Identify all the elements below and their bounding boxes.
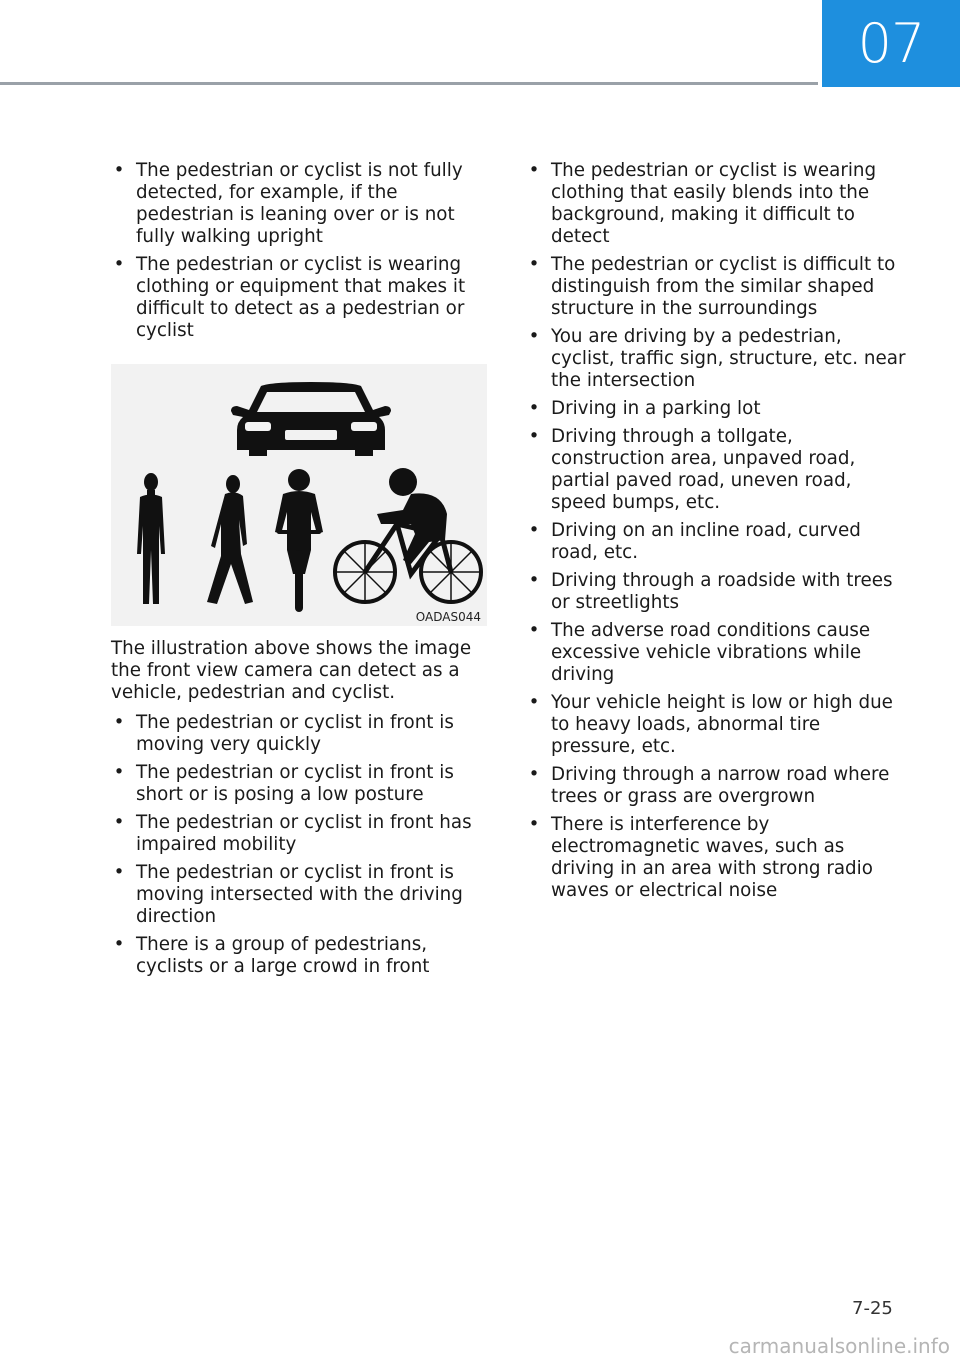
list-item: • Driving on an incline road, curved road, etc. (528, 520, 861, 563)
list-item: • The adverse road conditions cause excessive vehicle vibrations while driving (528, 620, 871, 685)
illustration-caption: The illustration above shows the image the front view camera can detect as a vehicle, pedestrian and cyclist. (111, 638, 472, 703)
bullet-icon: • (113, 712, 125, 733)
list-item: • The pedestrian or cyclist in front has impaired mobility (113, 812, 472, 855)
bullet-icon: • (528, 520, 540, 541)
list-item: • The pedestrian or cyclist in front is moving very quickly (113, 712, 454, 755)
pedestrian-walking-icon (207, 475, 253, 604)
bullet-icon: • (528, 160, 540, 181)
cyclist-front-icon (275, 469, 323, 612)
list-item: • The pedestrian or cyclist is difficult to distinguish from the similar shaped structure in the surroundings (528, 254, 896, 319)
bullet-icon: • (528, 570, 540, 591)
left-bullet-list-bottom (111, 712, 491, 978)
bullet-icon: • (113, 934, 125, 955)
list-item: • Your vehicle height is low or high due to heavy loads, abnormal tire pressure, etc. (528, 692, 893, 757)
bullet-icon: • (113, 160, 125, 181)
bullet-icon: • (528, 398, 540, 419)
right-column (526, 160, 906, 908)
bullet-icon: • (528, 764, 540, 785)
bullet-icon: • (113, 812, 125, 833)
header-rule (0, 82, 818, 85)
chapter-number: 07 (857, 12, 925, 75)
bullet-icon: • (113, 762, 125, 783)
list-item: • There is interference by electromagnetic waves, such as driving in an area with strong radio waves or electrical noise (528, 814, 873, 901)
bullet-icon: • (528, 254, 540, 275)
bullet-icon: • (528, 620, 540, 641)
list-item: • The pedestrian or cyclist in front is moving intersected with the driving direction (113, 862, 463, 927)
left-bullet-list-top (111, 160, 491, 342)
bullet-icon: • (113, 254, 125, 275)
list-item: • There is a group of pedestrians, cyclists or a large crowd in front (113, 934, 430, 977)
bullet-icon: • (528, 814, 540, 835)
list-item: • You are driving by a pedestrian, cyclist, traffic sign, structure, etc. near the intersection (528, 326, 906, 391)
detection-illustration (111, 364, 487, 626)
list-item: • The pedestrian or cyclist is wearing clothing or equipment that makes it difficult to detect as a pedestrian or cyclist (113, 254, 466, 341)
watermark[interactable]: carmanualsonline.info (728, 1334, 950, 1358)
list-item: • The pedestrian or cyclist is not fully detected, for example, if the pedestrian is leaning over or is not fully walking upright (113, 160, 463, 247)
list-item: • Driving through a narrow road where trees or grass are overgrown (528, 764, 890, 807)
list-item: • Driving through a tollgate, construction area, unpaved road, partial paved road, uneven road, speed bumps, etc. (528, 426, 856, 513)
bullet-icon: • (528, 326, 540, 347)
bullet-icon: • (113, 862, 125, 883)
illustration-svg (111, 364, 487, 626)
chapter-tab (822, 0, 960, 87)
car-silhouette-icon (231, 382, 391, 456)
cyclist-side-icon (335, 468, 481, 602)
page-number: 7-25 (852, 1298, 893, 1319)
pedestrian-standing-icon (137, 473, 165, 604)
left-column (111, 160, 491, 984)
figure-code: OADAS044 (415, 610, 481, 624)
right-bullet-list (526, 160, 906, 902)
list-item: • The pedestrian or cyclist is wearing clothing that easily blends into the background, making it difficult to detect (528, 160, 877, 247)
bullet-icon: • (528, 426, 540, 447)
list-item: • The pedestrian or cyclist in front is short or is posing a low posture (113, 762, 454, 805)
bullet-icon: • (528, 692, 540, 713)
list-item: • Driving through a roadside with trees or streetlights (528, 570, 893, 613)
list-item: • Driving in a parking lot (528, 398, 761, 419)
